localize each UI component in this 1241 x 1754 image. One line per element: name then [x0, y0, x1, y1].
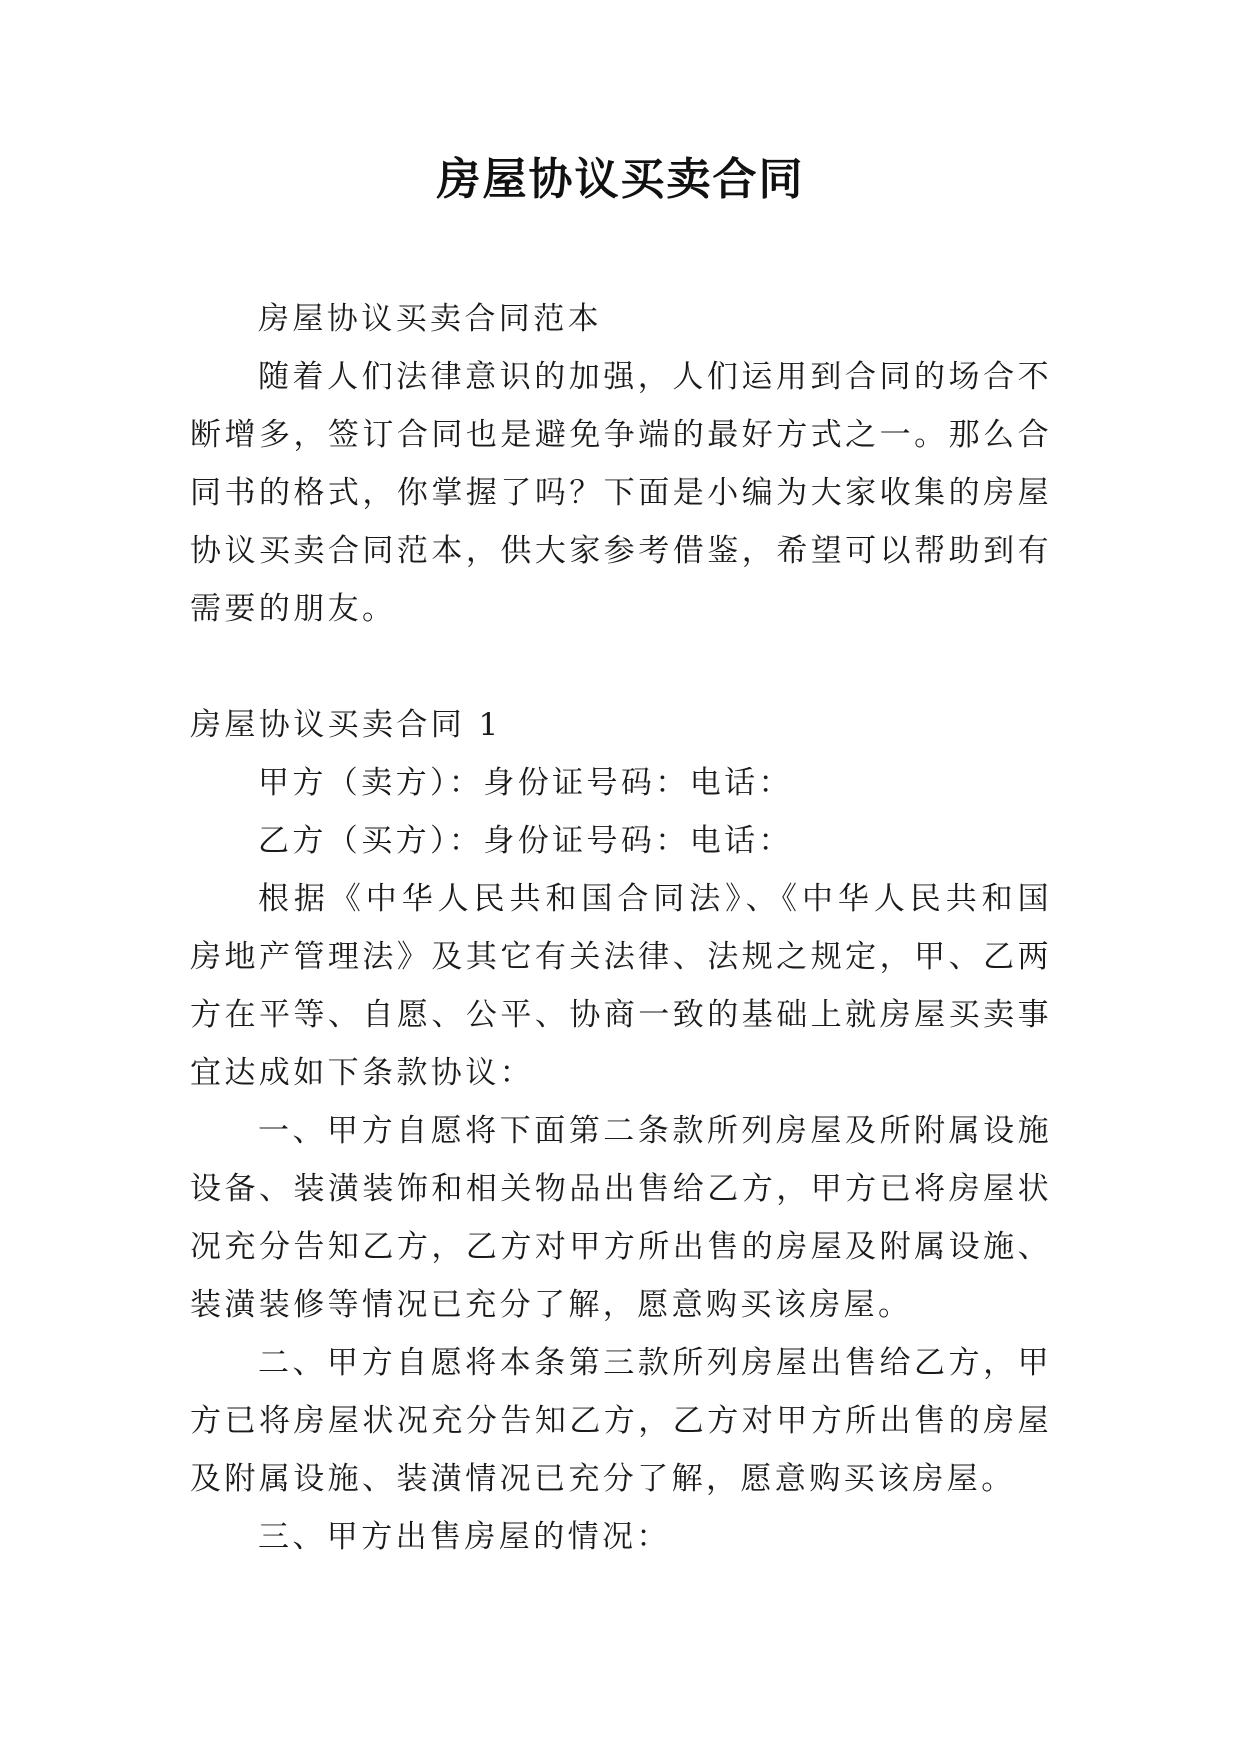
clause-2-paragraph: 二、甲方自愿将本条第三款所列房屋出售给乙方，甲方已将房屋状况充分告知乙方，乙方对甲方所出售的房屋及附属设施、装潢情况已充分了解，愿意购买该房屋。: [190, 1345, 1052, 1497]
section-heading: 房屋协议买卖合同 1: [190, 707, 502, 743]
party-b-line: 乙方（买方）：身份证号码：电话：: [258, 823, 793, 859]
preamble-paragraph: 根据《中华人民共和国合同法》、《中华人民共和国房地产管理法》及其它有关法律、法规之规定，甲、乙两方在平等、自愿、公平、协商一致的基础上就房屋买卖事宜达成如下条款协议：: [190, 881, 1052, 1091]
document-body: [190, 290, 1052, 1566]
document-title: 房屋协议买卖合同: [436, 154, 805, 205]
clause-3-paragraph: 三、甲方出售房屋的情况：: [258, 1519, 671, 1555]
paragraph-spacer: [190, 638, 1052, 696]
clause-1-paragraph: 一、甲方自愿将下面第二条款所列房屋及所附属设施设备、装潢装饰和相关物品出售给乙方，甲方已将房屋状况充分告知乙方，乙方对甲方所出售的房屋及附属设施、装潢装修等情况已充分了解，愿意购买该房屋。: [190, 1113, 1052, 1323]
intro-paragraph: 随着人们法律意识的加强，人们运用到合同的场合不断增多，签订合同也是避免争端的最好方式之一。那么合同书的格式，你掌握了吗？下面是小编为大家收集的房屋协议买卖合同范本，供大家参考借鉴，希望可以帮助到有需要的朋友。: [190, 359, 1052, 627]
party-a-line: 甲方（卖方）：身份证号码：电话：: [258, 765, 793, 801]
subtitle-paragraph: 房屋协议买卖合同范本: [258, 301, 602, 337]
